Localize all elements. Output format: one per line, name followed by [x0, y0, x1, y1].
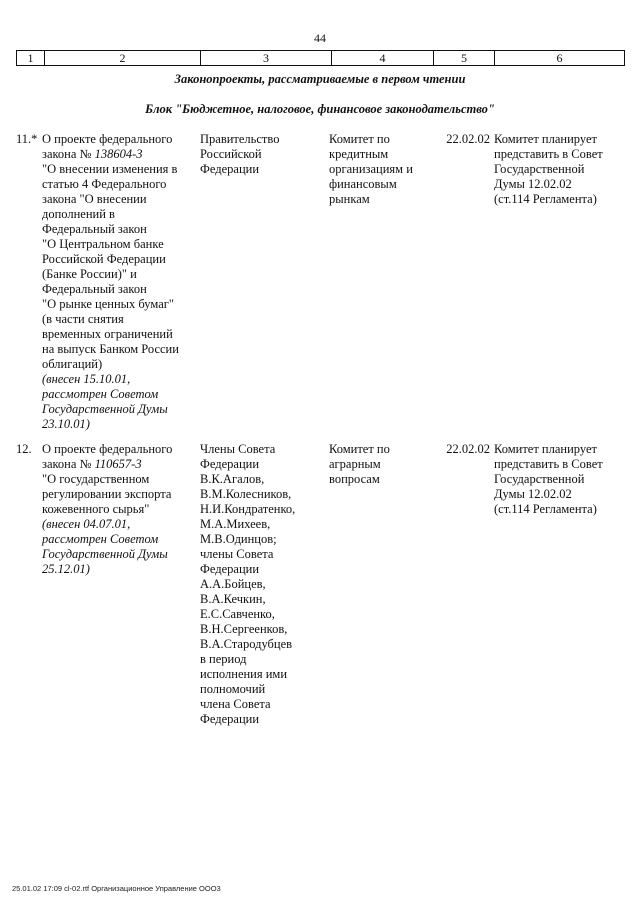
line-text: (в части снятия	[42, 312, 124, 326]
line-text: регулировании экспорта	[42, 487, 172, 501]
text-line: А.А.Бойцев,	[200, 577, 266, 591]
line-italic-text: 138604-3	[94, 147, 143, 161]
text-line	[42, 192, 192, 207]
text-line: (ст.114 Регламента)	[494, 192, 597, 206]
text-line	[42, 147, 192, 162]
column-number: 2	[45, 51, 201, 66]
committee-note	[494, 132, 624, 207]
text-line	[42, 342, 192, 357]
text-line: В.А.Стародубцев	[200, 637, 293, 651]
text-line: Правительство	[200, 132, 280, 146]
text-line: Комитет планирует	[494, 132, 597, 146]
column-number: 6	[495, 51, 625, 66]
text-line: Федерации	[200, 162, 260, 176]
line-italic-text: рассмотрен Советом	[42, 387, 159, 401]
text-line	[42, 472, 192, 487]
line-text: дополнений в	[42, 207, 115, 221]
responsible-committee	[329, 132, 431, 207]
text-line: финансовым	[329, 177, 397, 191]
section-title: Законопроекты, рассматриваемые в первом чтении	[174, 72, 466, 86]
page-number: 44	[314, 31, 326, 45]
text-line	[42, 562, 192, 577]
text-line	[42, 177, 192, 192]
text-line: представить в Совет	[494, 147, 603, 161]
line-text: закона №	[42, 147, 95, 161]
text-line	[42, 327, 192, 342]
line-text: кожевенного сырья"	[42, 502, 150, 516]
text-line: В.К.Агалов,	[200, 472, 265, 486]
text-line: М.А.Михеев,	[200, 517, 271, 531]
line-italic-text: 25.12.01)	[42, 562, 90, 576]
text-line: кредитным	[329, 147, 389, 161]
text-line: в период	[200, 652, 247, 666]
text-line: (ст.114 Регламента)	[494, 502, 597, 516]
entry-number: 12.	[16, 442, 32, 456]
text-line: организациям и	[329, 162, 413, 176]
text-line	[42, 457, 192, 472]
line-text: статью 4 Федерального	[42, 177, 167, 191]
deadline-date: 22.02.02	[446, 442, 490, 456]
text-line	[42, 487, 192, 502]
text-line: рынкам	[329, 192, 370, 206]
column-number: 3	[201, 51, 332, 66]
text-line: аграрным	[329, 457, 381, 471]
line-italic-text: 23.10.01)	[42, 417, 90, 431]
text-line: Думы 12.02.02	[494, 177, 572, 191]
text-line: представить в Совет	[494, 457, 603, 471]
line-italic-text: Государственной Думы	[42, 402, 168, 416]
text-line	[42, 402, 192, 417]
text-line	[42, 222, 192, 237]
text-line	[42, 252, 192, 267]
text-line: Государственной	[494, 162, 585, 176]
text-line	[42, 532, 192, 547]
column-number: 4	[332, 51, 434, 66]
column-number-header	[16, 50, 625, 66]
text-line	[42, 547, 192, 562]
text-line	[42, 282, 192, 297]
line-text: "О внесении изменения в	[42, 162, 178, 176]
line-italic-text: (внесен 04.07.01,	[42, 517, 131, 531]
text-line: В.Н.Сергеенков,	[200, 622, 288, 636]
line-text: Российской Федерации	[42, 252, 166, 266]
entry-number: 11.*	[16, 132, 38, 146]
block-title: Блок "Бюджетное, налоговое, финансовое законодательство"	[145, 102, 495, 116]
text-line: Федерации	[200, 562, 260, 576]
column-number: 5	[434, 51, 495, 66]
line-text: "О государственном	[42, 472, 150, 486]
bill-initiator	[200, 132, 318, 177]
text-line	[42, 132, 192, 147]
line-italic-text: 110657-3	[94, 457, 142, 471]
text-line: исполнения ими	[200, 667, 288, 681]
text-line: Государственной	[494, 472, 585, 486]
line-text: (Банке России)" и	[42, 267, 137, 281]
line-italic-text: (внесен 15.10.01,	[42, 372, 131, 386]
text-line: Комитет планирует	[494, 442, 597, 456]
line-italic-text: Государственной Думы	[42, 547, 168, 561]
deadline-date: 22.02.02	[446, 132, 490, 146]
line-text: закона "О внесении	[42, 192, 147, 206]
bill-initiator	[200, 442, 318, 727]
column-number: 1	[17, 51, 45, 66]
text-line	[42, 442, 192, 457]
text-line: Российской	[200, 147, 262, 161]
line-text: закона №	[42, 457, 95, 471]
text-line	[42, 237, 192, 252]
committee-note	[494, 442, 624, 517]
text-line: Комитет по	[329, 132, 390, 146]
text-line: члена Совета	[200, 697, 271, 711]
text-line	[42, 417, 192, 432]
text-line: Думы 12.02.02	[494, 487, 572, 501]
text-line: полномочий	[200, 682, 266, 696]
text-line: Комитет по	[329, 442, 390, 456]
text-line	[42, 207, 192, 222]
responsible-committee	[329, 442, 431, 487]
line-text: "О рынке ценных бумаг"	[42, 297, 174, 311]
text-line	[42, 502, 192, 517]
line-text: Федеральный закон	[42, 222, 147, 236]
bill-title	[42, 132, 192, 432]
line-text: О проекте федерального	[42, 442, 173, 456]
text-line	[42, 267, 192, 282]
text-line: члены Совета	[200, 547, 274, 561]
text-line	[42, 517, 192, 532]
text-line: М.В.Одинцов;	[200, 532, 277, 546]
text-line	[42, 312, 192, 327]
line-text: "О Центральном банке	[42, 237, 164, 251]
text-line	[42, 357, 192, 372]
bill-title	[42, 442, 192, 577]
text-line: В.А.Кечкин,	[200, 592, 266, 606]
text-line	[42, 387, 192, 402]
text-line: вопросам	[329, 472, 380, 486]
text-line: Е.С.Савченко,	[200, 607, 275, 621]
line-text: О проекте федерального	[42, 132, 173, 146]
text-line: Федерации	[200, 712, 260, 726]
text-line	[42, 372, 192, 387]
line-italic-text: рассмотрен Советом	[42, 532, 159, 546]
text-line: Члены Совета	[200, 442, 276, 456]
line-text: на выпуск Банком России	[42, 342, 179, 356]
text-line: В.М.Колесников,	[200, 487, 292, 501]
line-text: Федеральный закон	[42, 282, 147, 296]
text-line: Н.И.Кондратенко,	[200, 502, 296, 516]
text-line	[42, 162, 192, 177]
line-text: облигаций)	[42, 357, 103, 371]
text-line	[42, 297, 192, 312]
text-line: Федерации	[200, 457, 260, 471]
line-text: временных ограничений	[42, 327, 173, 341]
print-footer: 25.01.02 17:09 cl-02.rtf Организационное Управление ООО3	[12, 884, 221, 893]
